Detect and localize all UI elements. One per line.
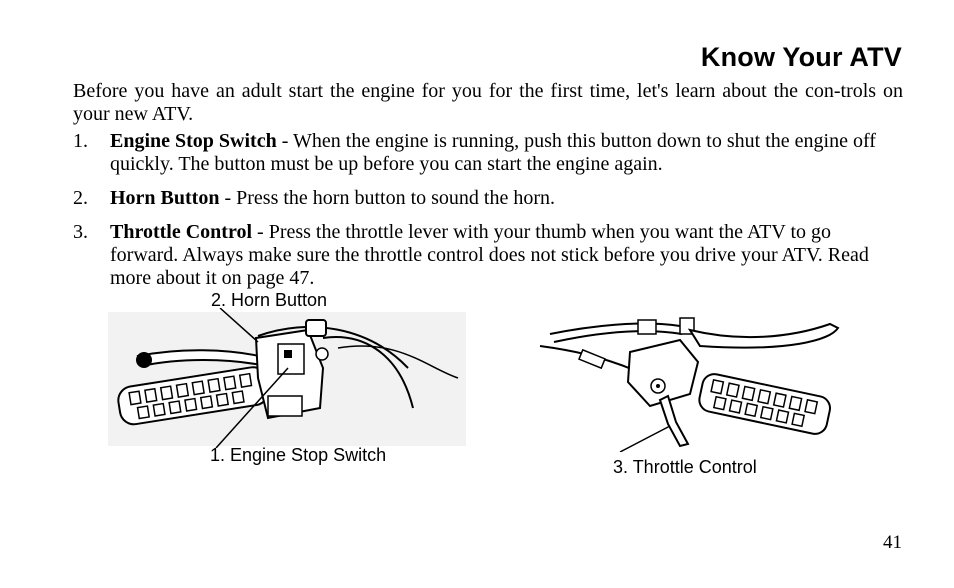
item-term: Throttle Control — [110, 221, 253, 243]
callout-horn-button: 2. Horn Button — [211, 290, 328, 310]
list-item — [73, 187, 903, 210]
callout-engine-stop-switch: 1. Engine Stop Switch — [210, 445, 387, 465]
item-term: Engine Stop Switch — [110, 130, 277, 152]
intro-paragraph: Before you have an adult start the engine for you for the first time, let's learn about the con-trols on your new ATV. — [73, 80, 903, 125]
item-number: 1. — [73, 130, 88, 152]
page-number: 41 — [883, 532, 902, 553]
item-text: - Press the horn button to sound the horn. — [219, 187, 555, 209]
right-grip — [697, 372, 832, 436]
left-handlebar-illustration — [108, 308, 468, 448]
right-handlebar-illustration — [530, 312, 850, 452]
list-item — [73, 130, 903, 176]
item-number: 2. — [73, 187, 88, 209]
callout-throttle-control: 3. Throttle Control — [613, 457, 757, 477]
item-term: Horn Button — [110, 187, 220, 209]
list-item — [73, 221, 903, 290]
item-number: 3. — [73, 221, 88, 243]
page-title: Know Your ATV — [700, 42, 902, 72]
item-text: - When the engine is running, push this button down to shut the engine off quickly. The button must be up before you can start the engine again. — [110, 130, 876, 175]
item-text: - Press the throttle lever with your thumb when you want the ATV to go forward. Always make sure the throttle control does not stick before you drive your ATV. Read more about it on page 47. — [110, 221, 869, 289]
controls-list — [73, 130, 903, 301]
